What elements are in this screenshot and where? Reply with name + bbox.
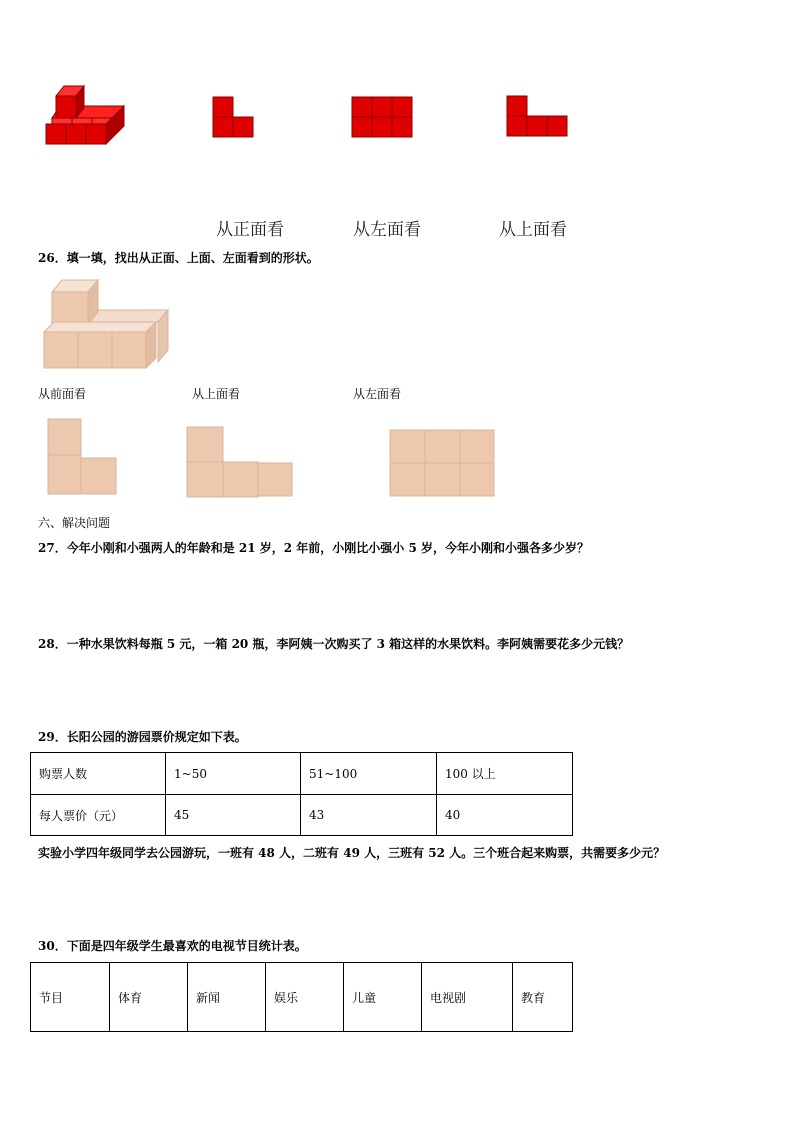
table-header-cell: 新闻 xyxy=(188,963,266,1032)
table-cell: 40 xyxy=(437,795,573,836)
red-left-view xyxy=(351,97,416,142)
q30-text: 30．下面是四年级学生最喜欢的电视节目统计表。 xyxy=(38,939,307,953)
table-header-cell: 节目 xyxy=(31,963,110,1032)
table-row xyxy=(31,963,573,1032)
table-header-cell: 电视剧 xyxy=(422,963,513,1032)
red-cube-solid-figure xyxy=(40,78,130,148)
table-header-cell: 娱乐 xyxy=(266,963,344,1032)
table-header-cell: 儿童 xyxy=(344,963,422,1032)
table-cell: 购票人数 xyxy=(31,753,166,795)
table-cell: 51~100 xyxy=(301,753,437,795)
q26-text: 26．填一填，找出从正面、上面、左面看到的形状。 xyxy=(38,251,319,265)
table-header-cell: 体育 xyxy=(110,963,188,1032)
table-cell: 43 xyxy=(301,795,437,836)
beige-left-view xyxy=(389,429,497,499)
label-left-view: 从左面看 xyxy=(353,220,421,240)
q26-label-left: 从左面看 xyxy=(353,387,402,401)
tv-program-table xyxy=(30,962,573,1032)
q26-label-top: 从上面看 xyxy=(192,387,241,401)
beige-cube-solid-figure xyxy=(42,278,172,370)
table-cell: 45 xyxy=(166,795,301,836)
label-top-view: 从上面看 xyxy=(499,220,567,240)
section-6-title: 六、解决问题 xyxy=(38,516,111,530)
table-cell: 1~50 xyxy=(166,753,301,795)
table-row xyxy=(31,795,573,836)
red-front-view xyxy=(212,97,257,142)
table-cell: 每人票价（元） xyxy=(31,795,166,836)
table-cell: 100 以上 xyxy=(437,753,573,795)
q29-followup: 实验小学四年级同学去公园游玩，一班有 48 人，二班有 49 人，三班有 52 人。三个班合起来购票，共需要多少元？ xyxy=(38,846,666,860)
ticket-price-table xyxy=(30,752,573,836)
beige-front-view xyxy=(47,418,119,498)
q29-text: 29．长阳公园的游园票价规定如下表。 xyxy=(38,730,247,744)
q27-text: 27．今年小刚和小强两人的年龄和是 21 岁，2 年前，小刚比小强小 5 岁，今年小刚和小强各多少岁？ xyxy=(38,541,589,555)
label-front-view: 从正面看 xyxy=(216,220,284,240)
q28-text: 28．一种水果饮料每瓶 5 元，一箱 20 瓶，李阿姨一次购买了 3 箱这样的水果饮料。李阿姨需要花多少元钱？ xyxy=(38,637,630,651)
q26-label-front: 从前面看 xyxy=(38,387,87,401)
red-top-view xyxy=(506,96,571,141)
beige-top-view xyxy=(186,426,296,500)
table-header-cell: 教育 xyxy=(513,963,573,1032)
table-row xyxy=(31,753,573,795)
